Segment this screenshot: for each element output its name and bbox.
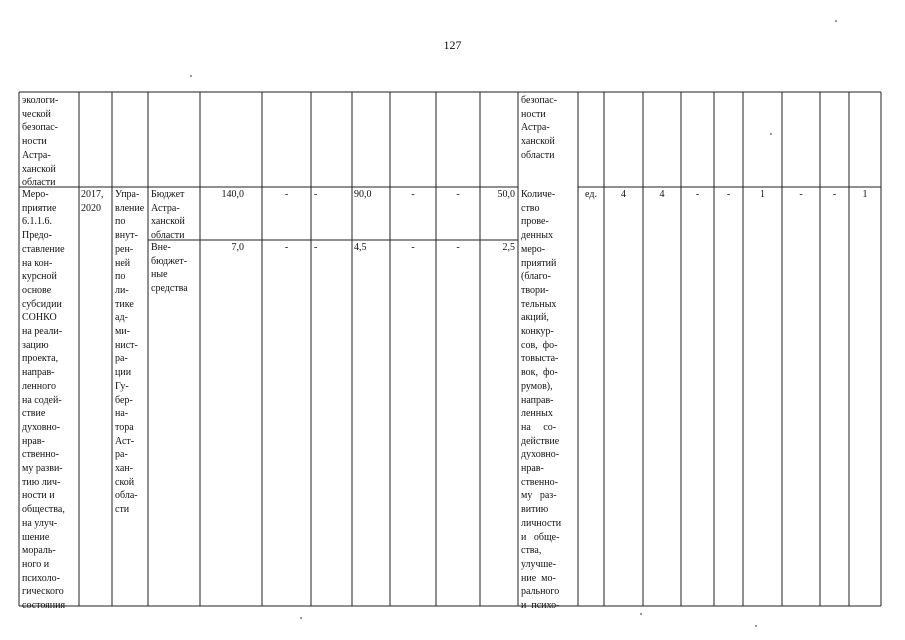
cell-funding-2-total: 7,0 xyxy=(231,242,244,253)
cell-event-indicator: Количе- ство прове- денных меро- приятий (благо- твори- тельных акций, конкур- сов, фо- товыста- вок, фо- румов), направ- ленных на со- действие духовно- нрав- ственно- му раз- витию личности и обще- ства, улучше- ние мо- рального и психо- xyxy=(521,189,562,612)
cell-funding-source-2: Вне- бюджет- ные средства xyxy=(151,242,188,295)
page-number: 127 xyxy=(443,38,462,52)
cell-funding-1-v5: - xyxy=(411,189,415,200)
scan-speck xyxy=(300,617,302,619)
scan-speck xyxy=(640,613,642,615)
cell-funding-1-total: 140,0 xyxy=(221,189,244,200)
cell-funding-source-1: Бюджет Астра- ханской области xyxy=(151,189,185,242)
scan-speck xyxy=(770,133,772,135)
cell-value-6: - xyxy=(799,189,803,200)
cell-funding-2-v2: - xyxy=(284,242,289,253)
cell-value-2: 4 xyxy=(659,189,665,200)
cell-funding-2-v6: - xyxy=(456,242,460,253)
cell-funding-1-v7: 50,0 xyxy=(497,189,515,200)
cell-funding-2-v3: - xyxy=(314,242,318,253)
scan-speck xyxy=(190,75,192,77)
cell-value-3: - xyxy=(695,189,700,200)
cell-continuation-indicator: безопас- ности Астра- ханской области xyxy=(521,95,557,161)
cell-value-8: 1 xyxy=(862,189,868,200)
cell-funding-1-v3: - xyxy=(314,189,318,200)
cell-funding-1-v2: - xyxy=(284,189,289,200)
cell-value-4: - xyxy=(726,189,731,200)
cell-value-5: 1 xyxy=(760,189,765,200)
cell-value-7: - xyxy=(832,189,837,200)
cell-event-unit: ед. xyxy=(585,189,597,200)
scan-speck xyxy=(755,625,757,627)
cell-event-executor: Упра- вление по внут- рен- ней по ли- тике ад- ми- нист- ра- ции Гу- бер- на- тора Аст- ра- хан- ской обла- сти xyxy=(115,189,145,516)
cell-event-years: 2017, 2020 xyxy=(81,189,104,214)
cell-funding-1-v6: - xyxy=(456,189,460,200)
cell-value-1: 4 xyxy=(621,189,626,200)
scan-speck xyxy=(835,20,837,22)
cell-funding-2-v7: 2,5 xyxy=(502,242,515,253)
cell-funding-1-v4: 90,0 xyxy=(354,189,372,200)
cell-continuation-name: экологи- ческой безопас- ности Астра- ханской области xyxy=(22,95,59,189)
cell-event-name: Меро- приятие 6.1.1.6. Предо- ставление на кон- курсной основе субсидии СОНКО на реали- зацию проекта, направ- ленного на содей- ствие духовно- нрав- ственно- му разви- тию лич- ности и общества, на улуч- шение мораль- ного и психоло- гического состояния xyxy=(22,189,66,612)
cell-funding-2-v4: 4,5 xyxy=(354,242,367,253)
cell-funding-2-v5: - xyxy=(411,242,415,253)
